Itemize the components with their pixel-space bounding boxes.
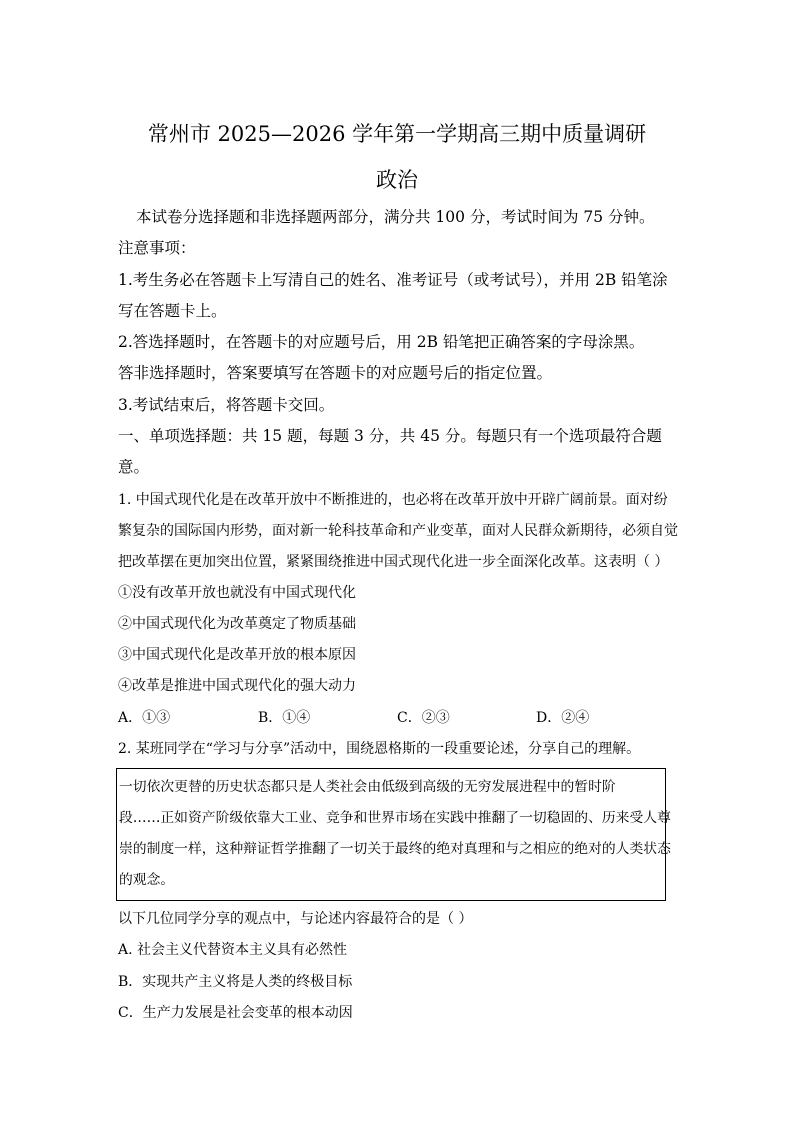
note-1-line-1: 1.考生务必在答题卡上写清自己的姓名、准考证号（或考试号），并用 2B 铅笔涂 — [118, 271, 668, 289]
q1-option-c: C．②③ — [397, 710, 450, 726]
q2-stem: 2. 某班同学在“学习与分享”活动中，围绕恩格斯的一段重要论述，分享自己的理解。 — [118, 741, 641, 757]
section-heading-line-2: 意。 — [118, 458, 150, 476]
exam-title: 常州市 2025—2026 学年第一学期高三期中质量调研 — [147, 122, 647, 146]
q1-stem-line-2: 繁复杂的国际国内形势，面对新一轮科技革命和产业变革，面对人民群众新期待，必须自觉 — [118, 523, 678, 539]
q2-option-b: B．实现共产主义将是人类的终极目标 — [118, 974, 353, 990]
q1-stem-line-1: 1. 中国式现代化是在改革开放中不断推进的，也必将在改革开放中开辟广阔前景。面对纷 — [118, 492, 668, 508]
q2-option-a: A. 社会主义代替资本主义具有必然性 — [118, 942, 348, 958]
q1-item-1: ①没有改革开放也就没有中国式现代化 — [118, 585, 356, 601]
note-2-line-2: 答非选择题时，答案要填写在答题卡的对应题号后的指定位置。 — [118, 364, 553, 382]
note-3: 3.考试结束后，将答题卡交回。 — [118, 396, 335, 414]
exam-subject: 政治 — [376, 168, 418, 192]
section-heading-line-1: 一、单项选择题：共 15 题，每题 3 分，共 45 分。每题只有一个选项最符合题 — [118, 427, 662, 445]
q2-ask: 以下几位同学分享的观点中，与论述内容最符合的是（ ） — [118, 911, 473, 927]
q2-quote-line-4: 的观念。 — [119, 872, 175, 888]
q2-option-c: C．生产力发展是社会变革的根本动因 — [118, 1005, 353, 1021]
q1-item-3: ③中国式现代化是改革开放的根本原因 — [118, 647, 356, 663]
q1-option-b: B．①④ — [258, 710, 311, 726]
q2-quote-line-2: 段……正如资产阶级依靠大工业、竞争和世界市场在实践中推翻了一切稳固的、历来受人尊 — [119, 810, 671, 826]
note-2-line-1: 2.答选择题时，在答题卡的对应题号后，用 2B 铅笔把正确答案的字母涂黑。 — [118, 333, 645, 351]
q1-item-2: ②中国式现代化为改革奠定了物质基础 — [118, 616, 356, 632]
q1-option-d: D．②④ — [536, 710, 590, 726]
q2-quote-line-3: 崇的制度一样，这种辩证哲学推翻了一切关于最终的绝对真理和与之相应的绝对的人类状态 — [119, 841, 671, 857]
q1-option-a: A．①③ — [118, 710, 171, 726]
q2-quote-box — [116, 768, 671, 901]
q1-stem-line-3: 把改革摆在更加突出位置，紧紧围绕推进中国式现代化进一步全面深化改革。这表明（ ） — [118, 554, 669, 570]
q2-quote-line-1: 一切依次更替的历史状态都只是人类社会由低级到高级的无穷发展进程中的暂时阶 — [119, 779, 616, 795]
intro-line: 本试卷分选择题和非选择题两部分，满分共 100 分，考试时间为 75 分钟。 — [136, 208, 655, 226]
notice-heading: 注意事项： — [118, 239, 196, 257]
note-1-line-2: 写在答题卡上。 — [118, 302, 227, 320]
q1-item-4: ④改革是推进中国式现代化的强大动力 — [118, 678, 356, 694]
